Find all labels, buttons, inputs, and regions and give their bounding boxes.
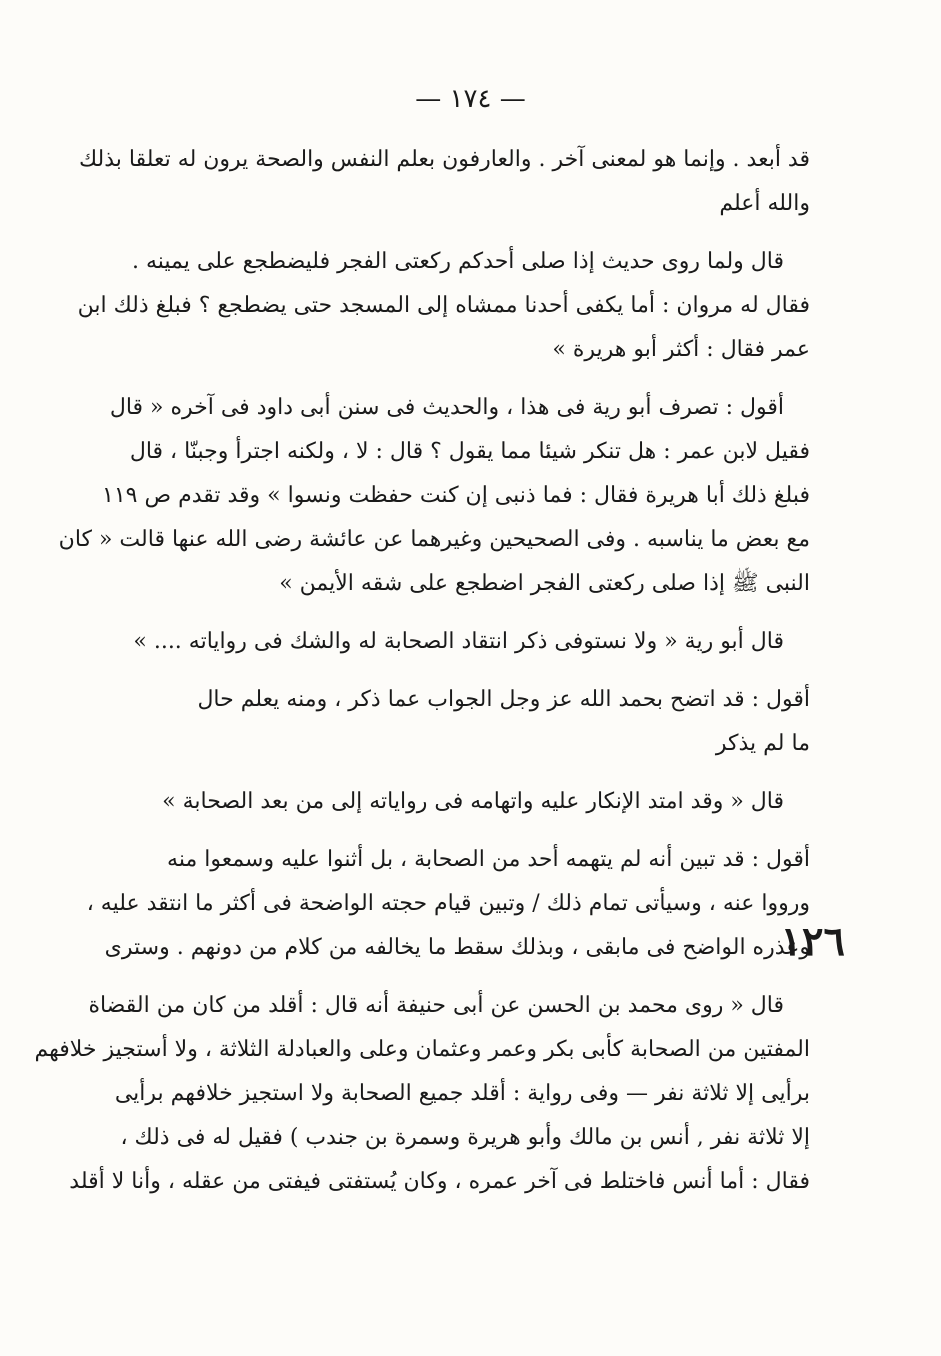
margin-page-reference: ١٢٦ xyxy=(780,918,845,965)
text-line: قال أبو رية « ولا نستوفى ذكر انتقاد الصحابة له والشك فى رواياته .... » xyxy=(133,629,784,654)
page-number: — ١٧٤ — xyxy=(415,84,526,114)
text-line: إلا ثلاثة نفر , أنس بن مالك وأبو هريرة وسمرة بن جندب ) فقيل له فى ذلك ، xyxy=(120,1125,810,1150)
text-line: فبلغ ذلك أبا هريرة فقال : فما ذنبى إن كنت حفظت ونسوا » وقد تقدم ص ١١٩ xyxy=(102,483,810,508)
text-line: فقال : أما أنس فاختلط فى آخر عمره ، وكان يُستفتى فيفتى من عقله ، وأنا لا أقلد xyxy=(69,1169,810,1194)
text-line: فقال له مروان : أما يكفى أحدنا ممشاه إلى المسجد حتى يضطجع ؟ فبلغ ذلك ابن xyxy=(77,293,810,318)
text-line: أقول : قد تبين أنه لم يتهمه أحد من الصحابة ، بل أثنوا عليه وسمعوا منه xyxy=(167,847,810,872)
text-line: ورووا عنه ، وسيأتى تمام ذلك / وتبين قيام حجته الواضحة فى أكثر ما انتقد عليه ، xyxy=(86,891,810,916)
text-line: والله أعلم xyxy=(719,191,810,216)
text-line: برأيى إلا ثلاثة نفر — وفى رواية : أقلد جميع الصحابة ولا استجيز خلافهم برأيى xyxy=(114,1081,810,1106)
text-line: قال ولما روى حديث إذا صلى أحدكم ركعتى الفجر فليضطجع على يمينه . xyxy=(131,249,784,274)
text-line: قال « روى محمد بن الحسن عن أبى حنيفة أنه قال : أقلد من كان من القضاة xyxy=(88,993,784,1018)
text-line: قال « وقد امتد الإنكار عليه واتهامه فى رواياته إلى من بعد الصحابة » xyxy=(162,789,784,814)
body-text xyxy=(34,138,810,1204)
text-line: أقول : قد اتضح بحمد الله عز وجل الجواب عما ذكر ، ومنه يعلم حال xyxy=(197,687,810,712)
text-line: أقول : تصرف أبو رية فى هذا ، والحديث فى سنن أبى داود فى آخره « قال xyxy=(109,395,784,420)
text-line: قد أبعد . وإنما هو لمعنى آخر . والعارفون بعلم النفس والصحة يرون له تعلقا بذلك xyxy=(79,147,810,172)
text-line: النبى ﷺ إذا صلى ركعتى الفجر اضطجع على شقه الأيمن » xyxy=(279,571,810,596)
text-line: عمر فقال : أكثر أبو هريرة » xyxy=(552,337,810,362)
text-line: مع بعض ما يناسبه . وفى الصحيحين وغيرهما عن عائشة رضى الله عنها قالت « كان xyxy=(58,527,810,552)
text-line: ما لم يذكر xyxy=(715,731,810,756)
text-line: المفتين من الصحابة كأبى بكر وعمر وعثمان وعلى والعبادلة الثلاثة ، ولا أستجيز خلافهم xyxy=(34,1037,810,1062)
text-line: فقيل لابن عمر : هل تنكر شيئا مما يقول ؟ قال : لا ، ولكنه اجترأ وجبنّا ، قال xyxy=(129,439,810,464)
text-line: وعذره الواضح فى مابقى ، وبذلك سقط ما يخالفه من كلام من دونهم . وسترى xyxy=(104,935,810,960)
